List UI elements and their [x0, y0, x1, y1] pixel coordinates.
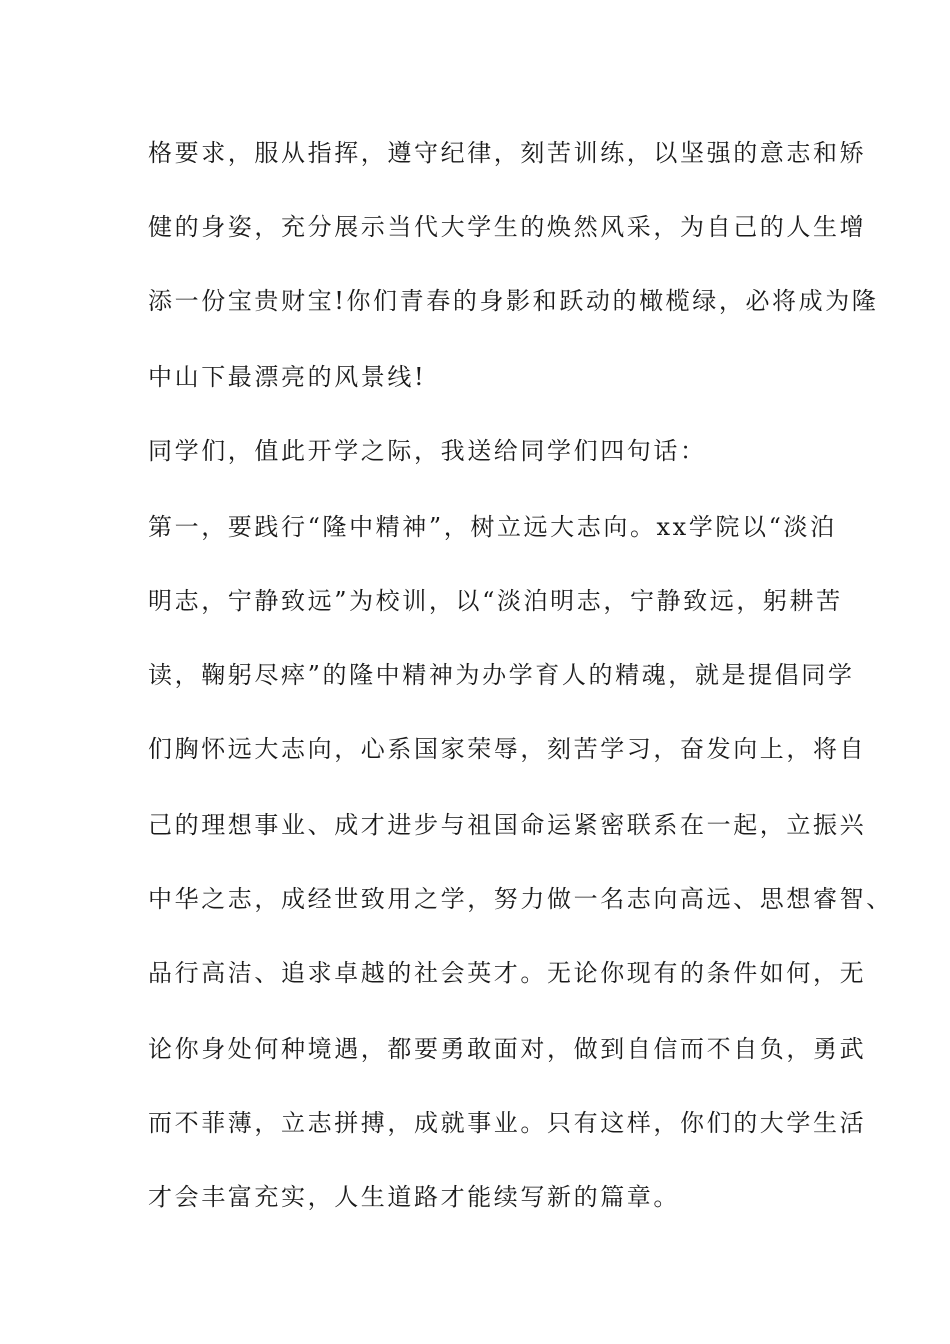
text-line: 才会丰富充实，人生道路才能续写新的篇章。 [148, 1183, 680, 1211]
text-line: 中华之志，成经世致用之学，努力做一名志向高远、思想睿智、 [148, 885, 893, 913]
text-line: 添一份宝贵财宝!你们青春的身影和跃动的橄榄绿，必将成为隆 [148, 287, 879, 315]
text-line: 第一，要践行“隆中精神”，树立远大志向。xx学院以“淡泊 [148, 513, 837, 541]
text-line: 论你身处何种境遇，都要勇敢面对，做到自信而不自负，勇武 [148, 1035, 867, 1063]
text-line: 明志，宁静致远”为校训，以“淡泊明志，宁静致远，躬耕苦 [148, 587, 843, 615]
text-line: 而不菲薄，立志拼搏，成就事业。只有这样，你们的大学生活 [148, 1109, 867, 1137]
text-line: 读，鞠躬尽瘁”的隆中精神为办学育人的精魂，就是提倡同学 [148, 661, 855, 689]
text-line: 们胸怀远大志向，心系国家荣辱，刻苦学习，奋发向上，将自 [148, 735, 867, 763]
text-line: 品行高洁、追求卓越的社会英才。无论你现有的条件如何，无 [148, 959, 867, 987]
text-line: 己的理想事业、成才进步与祖国命运紧密联系在一起，立振兴 [148, 811, 867, 839]
text-line: 同学们，值此开学之际，我送给同学们四句话： [148, 437, 707, 465]
text-line: 格要求，服从指挥，遵守纪律，刻苦训练，以坚强的意志和矫 [148, 139, 867, 167]
text-line: 健的身姿，充分展示当代大学生的焕然风采，为自己的人生增 [148, 213, 867, 241]
text-line: 中山下最漂亮的风景线! [148, 363, 427, 391]
